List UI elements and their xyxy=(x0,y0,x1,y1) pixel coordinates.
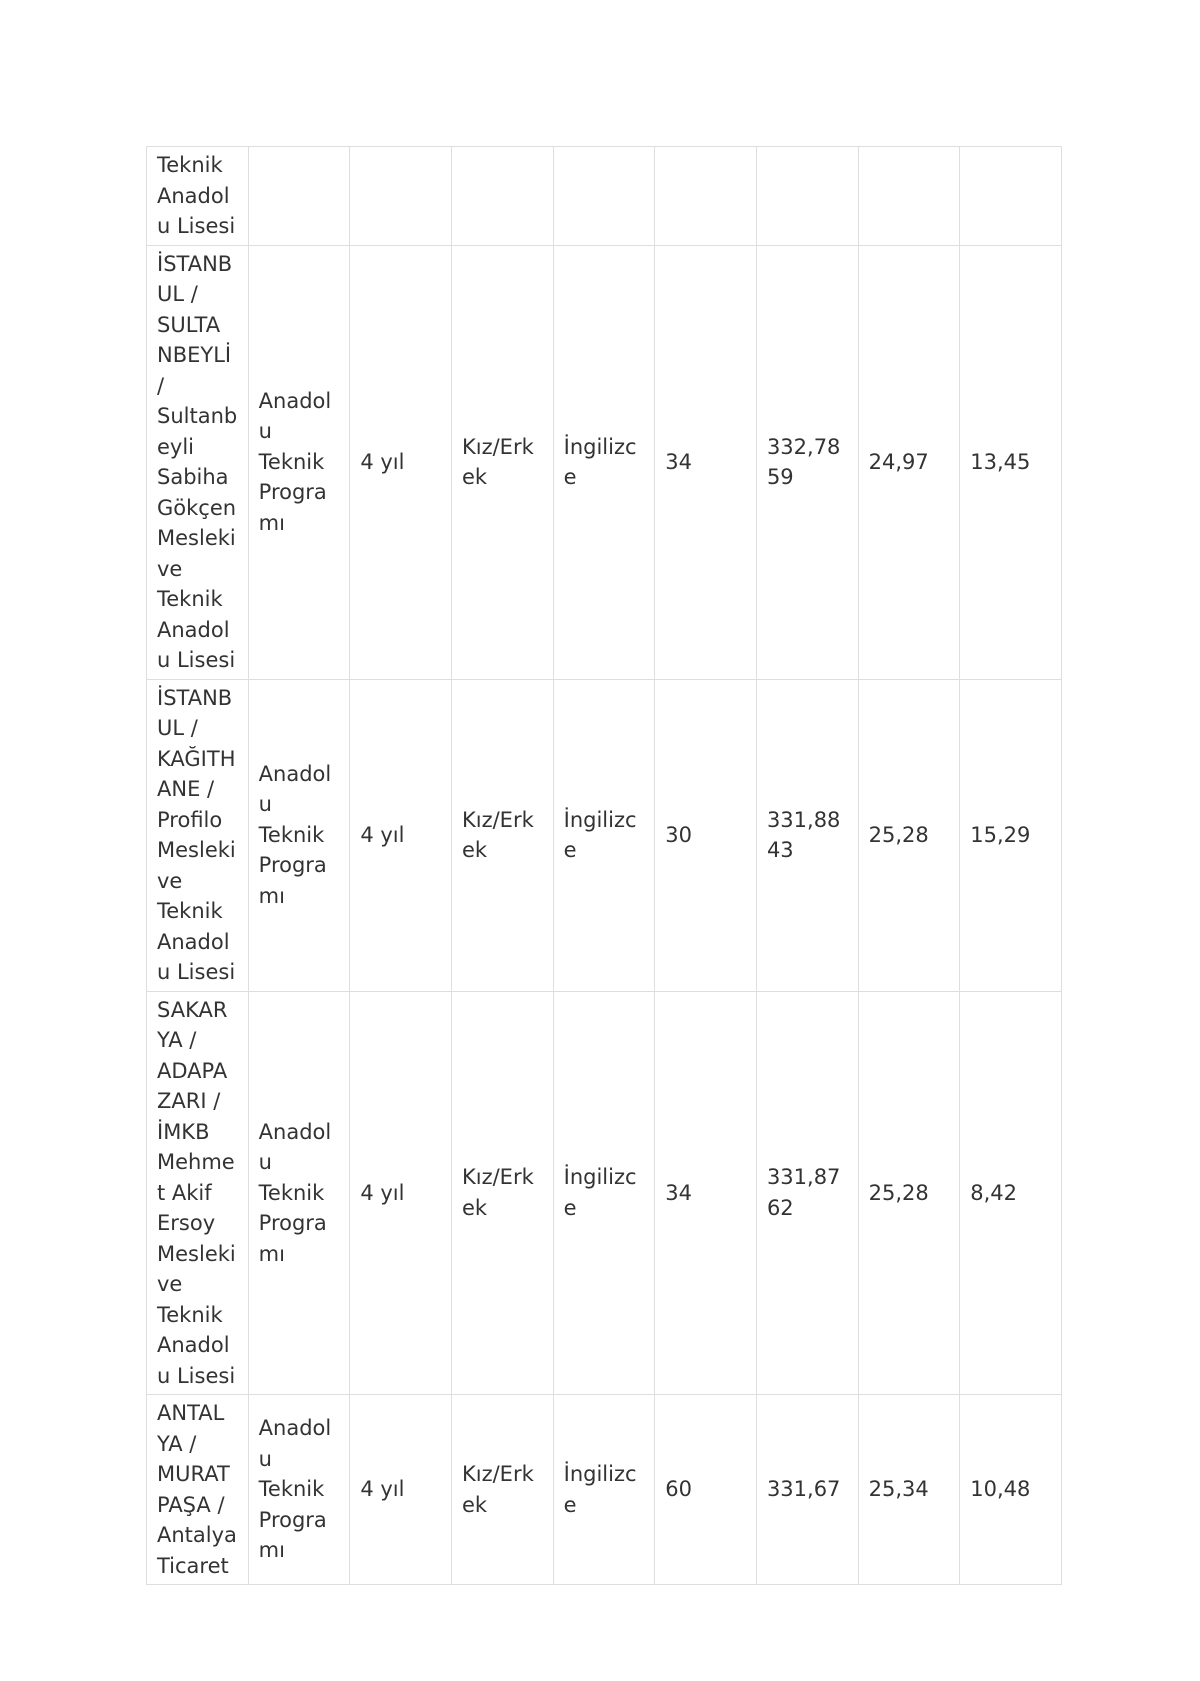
program-cell: Anadol u Teknik Progra mı xyxy=(248,679,350,991)
quota-cell: 34 xyxy=(655,245,757,679)
gender-cell: Kız/Erk ek xyxy=(451,245,553,679)
program-cell xyxy=(248,147,350,246)
school-cell: İSTANB UL / SULTA NBEYLİ / Sultanb eyli Sabiha Gökçen Mesleki ve Teknik Anadol u Lisesi xyxy=(147,245,249,679)
quota-cell: 34 xyxy=(655,991,757,1395)
program-cell: Anadol u Teknik Progra mı xyxy=(248,991,350,1395)
quota-cell: 30 xyxy=(655,679,757,991)
score-cell: 331,88 43 xyxy=(756,679,858,991)
duration-cell: 4 yıl xyxy=(350,679,452,991)
score-cell: 331,87 62 xyxy=(756,991,858,1395)
last-cell: 13,45 xyxy=(960,245,1062,679)
percentile-cell xyxy=(858,147,960,246)
quota-cell: 60 xyxy=(655,1395,757,1585)
gender-cell: Kız/Erk ek xyxy=(451,679,553,991)
language-cell: İngilizc e xyxy=(553,991,655,1395)
score-cell xyxy=(756,147,858,246)
gender-cell: Kız/Erk ek xyxy=(451,1395,553,1585)
last-cell: 15,29 xyxy=(960,679,1062,991)
percentile-cell: 24,97 xyxy=(858,245,960,679)
table-body xyxy=(147,147,1062,1585)
percentile-cell: 25,28 xyxy=(858,991,960,1395)
school-cell: ANTAL YA / MURAT PAŞA / Antalya Ticaret xyxy=(147,1395,249,1585)
school-cell: İSTANB UL / KAĞITH ANE / Profilo Mesleki ve Teknik Anadol u Lisesi xyxy=(147,679,249,991)
table-row xyxy=(147,991,1062,1395)
program-cell: Anadol u Teknik Progra mı xyxy=(248,1395,350,1585)
school-cell: Teknik Anadol u Lisesi xyxy=(147,147,249,246)
last-cell: 8,42 xyxy=(960,991,1062,1395)
last-cell: 10,48 xyxy=(960,1395,1062,1585)
score-cell: 332,78 59 xyxy=(756,245,858,679)
gender-cell xyxy=(451,147,553,246)
language-cell: İngilizc e xyxy=(553,679,655,991)
table-row xyxy=(147,147,1062,246)
school-quota-table xyxy=(146,146,1062,1585)
last-cell xyxy=(960,147,1062,246)
quota-cell xyxy=(655,147,757,246)
duration-cell: 4 yıl xyxy=(350,991,452,1395)
school-cell: SAKAR YA / ADAPA ZARI / İMKB Mehme t Akif Ersoy Mesleki ve Teknik Anadol u Lisesi xyxy=(147,991,249,1395)
duration-cell xyxy=(350,147,452,246)
duration-cell: 4 yıl xyxy=(350,245,452,679)
gender-cell: Kız/Erk ek xyxy=(451,991,553,1395)
table-row xyxy=(147,679,1062,991)
percentile-cell: 25,28 xyxy=(858,679,960,991)
duration-cell: 4 yıl xyxy=(350,1395,452,1585)
program-cell: Anadol u Teknik Progra mı xyxy=(248,245,350,679)
language-cell: İngilizc e xyxy=(553,245,655,679)
percentile-cell: 25,34 xyxy=(858,1395,960,1585)
score-cell: 331,67 xyxy=(756,1395,858,1585)
language-cell xyxy=(553,147,655,246)
table-row xyxy=(147,245,1062,679)
table-row xyxy=(147,1395,1062,1585)
language-cell: İngilizc e xyxy=(553,1395,655,1585)
